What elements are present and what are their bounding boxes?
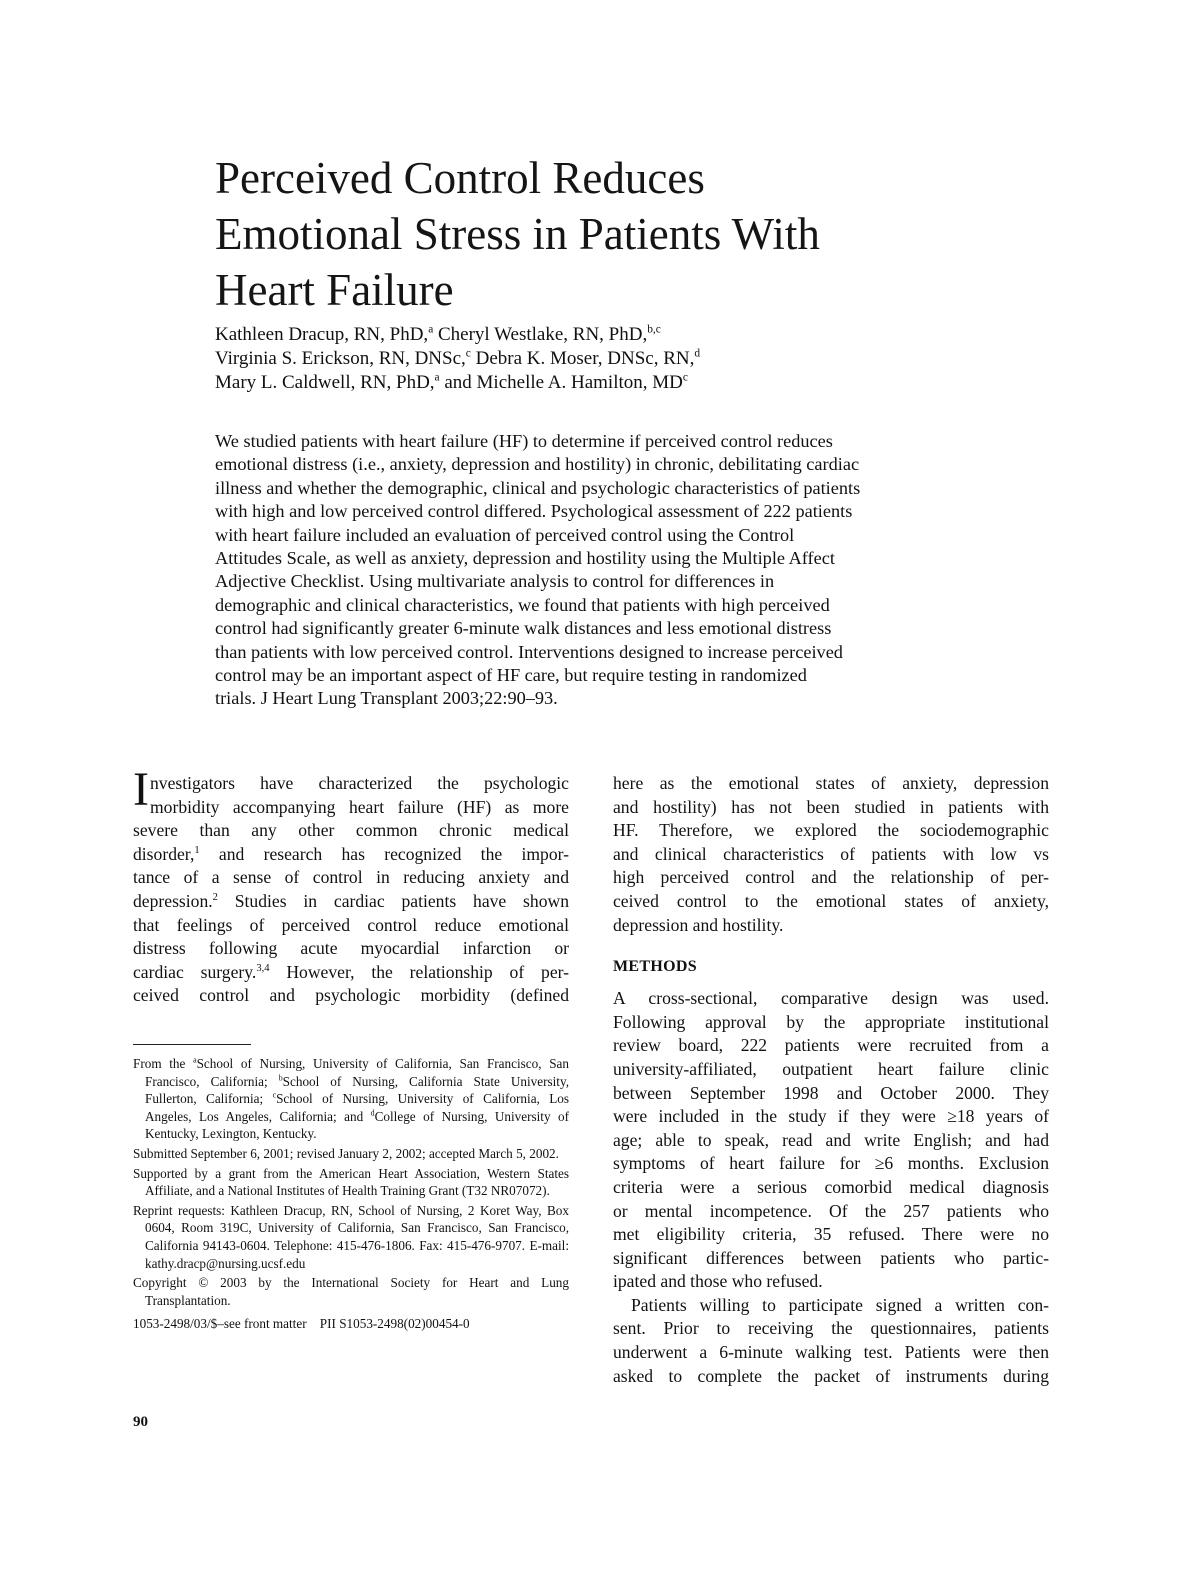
abstract-line: control had significantly greater 6-minute walk distances and less emotional distress	[215, 618, 832, 639]
body-line: here as the emotional states of anxiety, depression	[613, 773, 1049, 793]
body-line: Patients willing to participate signed a written con-	[631, 1294, 1049, 1315]
body-line: disorder,$^1$ and research has recognized the impor-	[133, 843, 569, 864]
pii: PII S1053-2498(02)00454-0	[319, 1316, 470, 1332]
author-name: Cheryl Westlake, RN, PhD,	[433, 324, 648, 345]
abstract-line: with heart failure included an evaluation of perceived control using the Control	[215, 524, 795, 545]
citation-ref: 2	[212, 892, 218, 904]
body-line: distress following acute myocardial infarction or	[133, 938, 569, 959]
affiliation-mark: b,c	[647, 323, 661, 336]
abstract-line: than patients with low perceived control. Interventions designed to increase perceived	[215, 641, 843, 662]
affiliation-mark: a	[428, 323, 434, 336]
abstract-line: emotional distress (i.e., anxiety, depression and hostility) in chronic, debilitating cardiac	[215, 454, 860, 475]
footnote-divider	[133, 1044, 251, 1045]
author-line	[215, 323, 975, 347]
body-line: asked to complete the packet of instruments during	[613, 1365, 1049, 1386]
issn-line	[133, 1315, 569, 1333]
footnote-funding: Supported by a grant from the American Heart Association, Western States Affiliate, and a National Institutes of Health Training Grant (T32 NR07072).	[133, 1165, 569, 1199]
body-line: morbidity accompanying heart failure (HF) as more	[149, 796, 569, 817]
right-column	[613, 772, 1049, 1388]
body-line: HF. Therefore, we explored the sociodemographic	[613, 820, 1049, 841]
body-line: age; able to speak, read and write English; and had	[613, 1129, 1049, 1150]
body-line: and clinical characteristics of patients with low vs	[613, 843, 1049, 864]
abstract-line: Adjective Checklist. Using multivariate analysis to control for differences in	[215, 571, 775, 592]
body-line: were included in the study if they were ≥18 years of	[613, 1106, 1049, 1127]
body-line: significant differences between patients who partic-	[613, 1247, 1049, 1268]
section-heading-methods: METHODS	[613, 958, 697, 976]
body-line: met eligibility criteria, 35 refused. There were no	[613, 1224, 1049, 1245]
footnote-affiliations: From the $^a$School of Nursing, University of California, San Francisco, San Francisco, California; $^b$School of Nursing, California State University, Fullerton, California; $^c$School of Nursing, University of California, Los Angeles, Los Angeles, California; and $^d$College of Nursing, University of Kentucky, Lexington, Kentucky.	[133, 1055, 570, 1142]
footnote-submitted: Submitted September 6, 2001; revised January 2, 2002; accepted March 5, 2002.	[133, 1145, 559, 1161]
footnote-reprint: Reprint requests: Kathleen Dracup, RN, School of Nursing, 2 Koret Way, Box 0604, Room 319C, University of California, San Francisco, San Francisco, California 94143-0604. Telephone: 415-476-1806. Fax: 415-476-9707. E-mail: kathy.dracp@nursing.ucsf.edu	[133, 1202, 569, 1271]
affiliation-mark: d	[694, 347, 701, 360]
author-name: Kathleen Dracup, RN, PhD,	[215, 324, 429, 345]
abstract-line: with high and low perceived control differed. Psychological assessment of 222 patients	[215, 501, 853, 522]
author-line	[215, 371, 975, 395]
abstract	[215, 430, 975, 711]
drop-cap: I	[133, 763, 149, 816]
body-line: tance of a sense of control in reducing anxiety and	[133, 867, 569, 888]
author-line	[215, 347, 975, 371]
author-name: Virginia S. Erickson, RN, DNSc,	[215, 348, 466, 369]
abstract-line: demographic and clinical characteristics, we found that patients with high perceived	[215, 594, 830, 615]
title-line: Emotional Stress in Patients With	[215, 209, 820, 259]
intro-paragraph	[133, 763, 569, 1008]
abstract-line: control may be an important aspect of HF care, but require testing in randomized	[215, 665, 807, 686]
body-line: Following approval by the appropriate institutional	[613, 1011, 1049, 1032]
footnotes	[133, 1055, 569, 1333]
body-line: university-affiliated, outpatient heart failure clinic	[613, 1058, 1049, 1079]
article-title	[215, 150, 975, 318]
body-line: underwent a 6-minute walking test. Patients were then	[613, 1342, 1049, 1363]
body-line: symptoms of heart failure for ≥6 months. Exclusion	[613, 1153, 1049, 1174]
footnote-copyright: Copyright © 2003 by the International Society for Heart and Lung Transplantation.	[133, 1275, 569, 1308]
body-line: depression.$^2$ Studies in cardiac patients have shown	[133, 890, 569, 911]
body-line: review board, 222 patients were recruited from a	[613, 1035, 1049, 1056]
body-line: severe than any other common chronic medical	[133, 820, 569, 841]
author-name: Debra K. Moser, DNSc, RN,	[470, 348, 695, 369]
citation-ref: 1	[194, 844, 200, 856]
body-line: that feelings of perceived control reduce emotional	[133, 914, 569, 935]
body-line: criteria were a serious comorbid medical diagnosis	[613, 1176, 1049, 1197]
abstract-line: We studied patients with heart failure (HF) to determine if perceived control reduces	[215, 431, 833, 451]
body-line: A cross-sectional, comparative design was used.	[613, 988, 1049, 1009]
abstract-line: Attitudes Scale, as well as anxiety, depression and hostility using the Multiple Affect	[215, 548, 835, 569]
affiliation-mark: a	[434, 371, 440, 384]
body-line: or mental incompetence. Of the 257 patients who	[613, 1200, 1049, 1221]
citation-ref: 3,4	[256, 962, 270, 974]
body-line: and hostility) has not been studied in patients with	[613, 796, 1049, 817]
body-line: ipated and those who refused.	[613, 1271, 823, 1292]
body-line: high perceived control and the relationship of per-	[613, 867, 1049, 888]
abstract-line: illness and whether the demographic, clinical and psychologic characteristics of patients	[215, 477, 861, 498]
abstract-line: trials. J Heart Lung Transplant 2003;22:90–93.	[215, 688, 558, 709]
body-line: between September 1998 and October 2000. They	[613, 1082, 1049, 1103]
issn: 1053-2498/03/$–see front matter	[133, 1316, 307, 1332]
body-line: depression and hostility.	[613, 914, 784, 935]
author-name: and Michelle A. Hamilton, MD	[439, 372, 683, 393]
body-line: ceived control and psychologic morbidity (defined	[133, 985, 569, 1006]
title-line: Heart Failure	[215, 265, 454, 315]
body-line: nvestigators have characterized the psychologic	[149, 773, 569, 793]
author-name: Mary L. Caldwell, RN, PhD,	[215, 372, 435, 393]
title-line: Perceived Control Reduces	[215, 153, 705, 203]
body-line: ceived control to the emotional states of anxiety,	[613, 890, 1049, 911]
page-number: 90	[133, 1414, 148, 1430]
body-line: cardiac surgery.$^{3,4}$ However, the relationship of per-	[133, 961, 569, 982]
affiliation-mark: c	[465, 347, 471, 360]
author-list	[215, 323, 975, 395]
affiliation-mark: c	[682, 371, 688, 384]
body-line: sent. Prior to receiving the questionnaires, patients	[613, 1318, 1049, 1339]
